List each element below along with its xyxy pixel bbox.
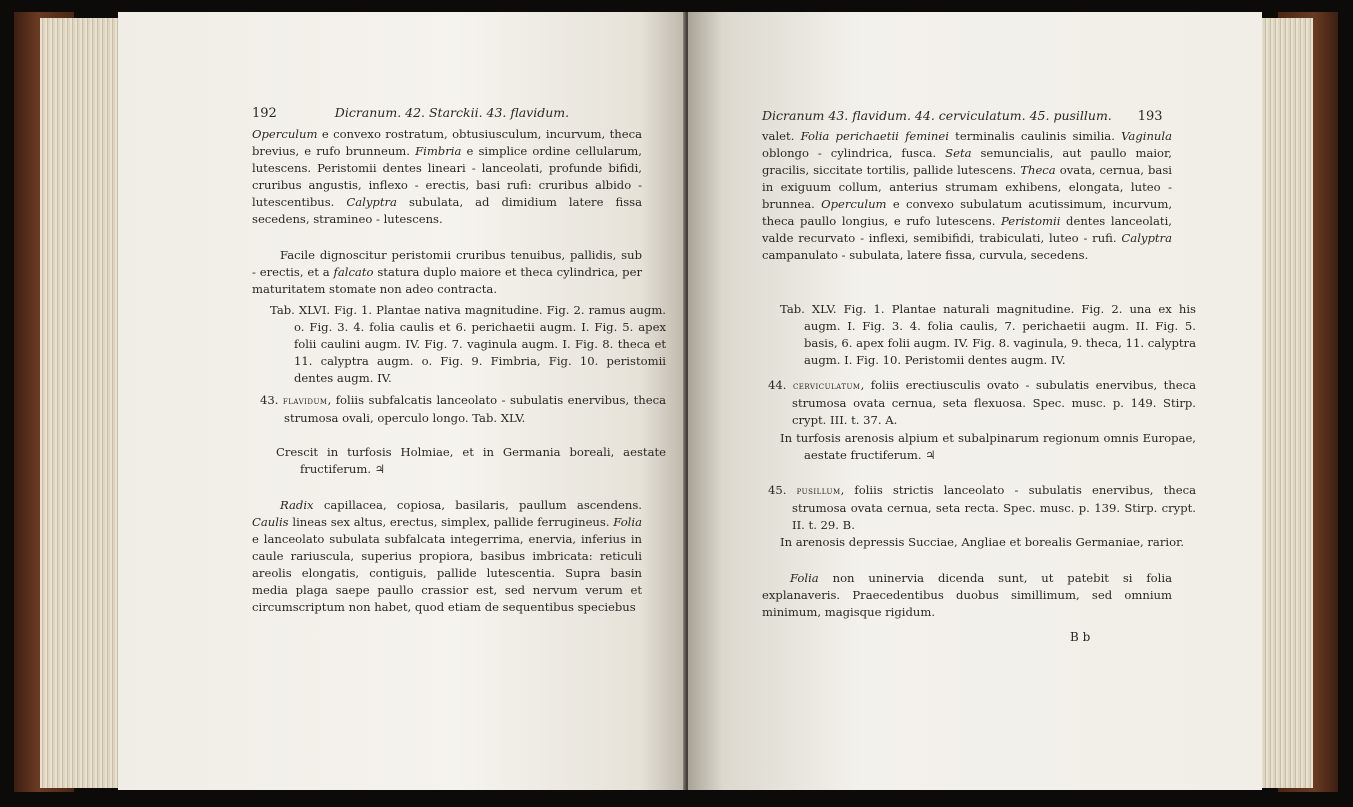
species-number: 45.	[768, 483, 797, 497]
term-peristomii: Peristomii	[1001, 214, 1061, 228]
species-diagnosis: , foliis strictis lanceolato - subulatis enervibus, theca strumosa ovata cernua, seta recta. Spec. musc. p. 139. Stirp. crypt. II. t. 29. B.	[792, 483, 1196, 532]
text: statura duplo maiore et theca cylindrica, per maturitatem stomate non adeo contracta.	[252, 265, 642, 296]
species-diagnosis: , foliis subfalcatis lanceolato - subulatis enervibus, theca strumosa ovali, operculo longo. Tab. XLV.	[284, 393, 666, 425]
term-folia: Folia	[790, 571, 819, 585]
term-calyptra: Calyptra	[346, 195, 397, 209]
text: terminalis caulinis similia.	[948, 129, 1122, 143]
text: e lanceolato subulata subfalcata integerrima, enervia, inferius in caule rariuscula, superius propiora, basibus imbricata: reticuli areolis elongatis, contiguis, pallide lutescentia. Supra basin media plaga saepe paullo crassior est, sed nervum verum et circumscriptum non habet, quod etiam de sequentibus speciebus	[252, 532, 642, 614]
term-theca: Theca	[1020, 163, 1056, 177]
text: valet.	[762, 129, 801, 143]
right-para-tab: Tab. XLV. Fig. 1. Plantae naturali magnitudine. Fig. 2. una ex his augm. I. Fig. 3. 4. folia caulis, 7. perichaetii augm. II. Fig. 5. basis, 6. apex folii augm. IV. Fig. 8. vaginula, 9. theca, 11. calyptra augm. I. Fig. 10. Peristomii dentes augm. IV.	[780, 302, 1196, 367]
text: e convexo rostratum, obtusiusculum, incurvum, theca brevius, e rufo brunneum.	[252, 127, 642, 158]
right-para-valet	[762, 128, 1172, 264]
term-operculum: Operculum	[252, 127, 318, 141]
species-name: cerviculatum	[792, 380, 861, 392]
term-folia: Folia	[613, 515, 642, 529]
term-calyptra: Calyptra	[1121, 231, 1172, 245]
text: e simplice ordine cellularum, lutescens. Peristomii dentes lineari - lanceolati, profunde bifidi, cruribus angustis, inflexo - erectis, basi rufi: cruribus albido - lutescentibus.	[252, 144, 642, 209]
page-edges-left	[40, 18, 125, 788]
term-caulis: Caulis	[252, 515, 289, 529]
left-species-43	[260, 392, 666, 427]
right-para-in-turfosis: In turfosis arenosis alpium et subalpinarum regionum omnis Europae, aestate fructiferum. ♃	[780, 431, 1196, 462]
term-seta: Seta	[945, 146, 972, 160]
text: oblongo - cylindrica, fusca.	[762, 146, 946, 160]
text: lineas sex altus, erectus, simplex, pallide ferrugineus.	[288, 515, 614, 529]
right-para-folia	[762, 570, 1172, 621]
left-para-operculum	[252, 126, 642, 228]
left-para-facile	[252, 247, 642, 298]
text: dentes lanceolati, valde recurvato - inflexi, semibifidi, trabiculati, luteo - rufi.	[762, 214, 1172, 245]
species-name: pusillum	[796, 485, 841, 497]
right-page-number: 193	[1137, 109, 1163, 124]
right-page	[688, 12, 1262, 790]
term-vaginula: Vaginula	[1121, 129, 1172, 143]
term-operculum: Operculum	[821, 197, 887, 211]
left-page-number: 192	[252, 106, 277, 121]
left-para-radix	[252, 497, 642, 616]
left-page	[118, 12, 686, 790]
right-running-head	[762, 108, 1163, 124]
text: Facile dignoscitur peristomii cruribus tenuibus, pallidis, sub - erectis, et a	[252, 248, 642, 279]
right-head-title: Dicranum 43. flavidum. 44. cerviculatum. 45. pusillum.	[762, 108, 1112, 123]
species-number: 43.	[260, 393, 283, 407]
term-falcato: falcato	[333, 265, 374, 279]
right-species-45	[768, 482, 1196, 534]
text: campanulato - subulata, latere fissa, curvula, secedens.	[762, 248, 1089, 262]
text: subulata, ad dimidium latere fissa secedens, stramineo - lutescens.	[252, 195, 643, 226]
term-fimbria: Fimbria	[415, 144, 462, 158]
text: capillacea, copiosa, basilaris, paullum ascendens.	[313, 498, 642, 512]
text: e convexo subulatum acutissimum, incurvum, theca paullo longius, e rufo lutescens.	[762, 197, 1173, 228]
right-species-44	[768, 377, 1196, 429]
left-head-title: Dicranum. 42. Starckii. 43. flavidum.	[334, 105, 570, 120]
term-folia-perichaetii: Folia perichaetii feminei	[800, 129, 949, 143]
left-running-head	[252, 105, 569, 121]
left-para-tab: Tab. XLVI. Fig. 1. Plantae nativa magnitudine. Fig. 2. ramus augm. o. Fig. 3. 4. folia caulis et 6. perichaetii augm. I. Fig. 5. apex folii caulini augm. IV. Fig. 7. vaginula augm. I. Fig. 8. theca et 11. calyptra augm. o. Fig. 9. Fimbria, Fig. 10. peristomii dentes augm. IV.	[270, 303, 666, 385]
left-para-crescit: Crescit in turfosis Holmiae, et in Germania boreali, aestate fructiferum. ♃	[276, 445, 666, 476]
signature-mark: B b	[1070, 630, 1091, 644]
species-number: 44.	[768, 378, 793, 392]
term-radix: Radix	[280, 498, 314, 512]
species-name: flavidum	[282, 395, 328, 407]
species-diagnosis: , foliis erectiusculis ovato - subulatis enervibus, theca strumosa ovata cernua, seta flexuosa. Spec. musc. p. 149. Stirp. crypt. III. t. 37. A.	[792, 378, 1197, 427]
right-para-in-arenosis: In arenosis depressis Succiae, Angliae et borealis Germaniae, rarior.	[780, 535, 1185, 549]
text: semuncialis, aut paullo maior, gracilis, siccitate tortilis, pallide lutescens.	[762, 146, 1172, 177]
text: ovata, cernua, basi in exiguum collum, anterius strumam exhibens, elongata, luteo - brunnea.	[762, 163, 1172, 211]
text: non uninervia dicenda sunt, ut patebit si folia explanaveris. Praecedentibus duobus simillimum, sed omnium minimum, magisque rigidum.	[762, 571, 1172, 619]
